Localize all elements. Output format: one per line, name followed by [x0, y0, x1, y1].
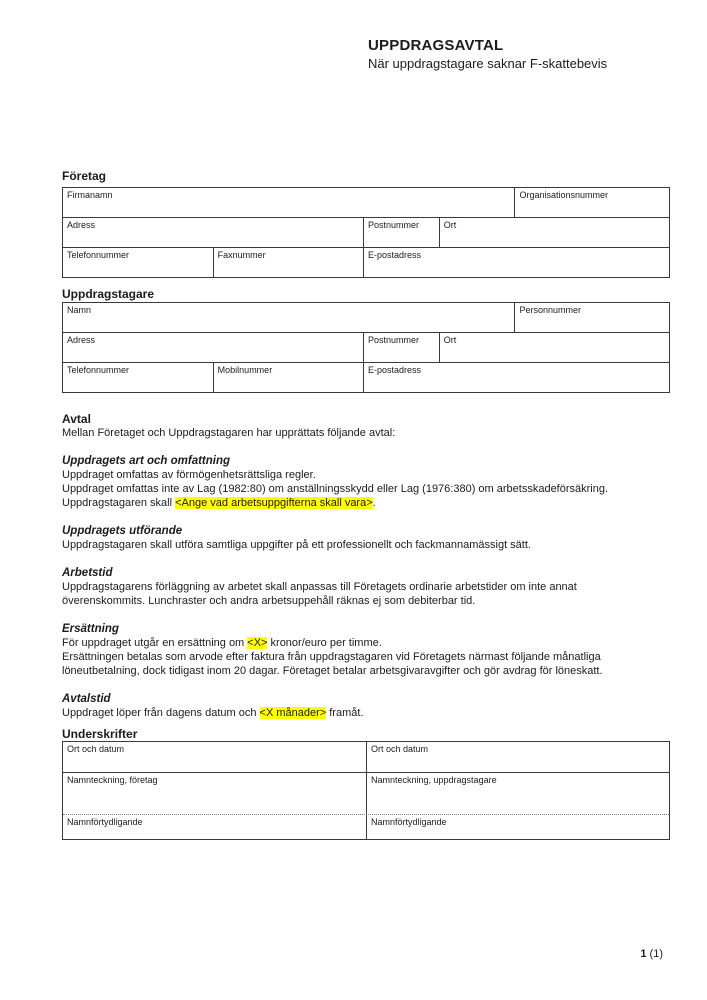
- text-pre: För uppdraget utgår en ersättning om: [62, 637, 248, 649]
- text-pre: Uppdragstagaren skall: [62, 497, 176, 509]
- adress-label: Adress: [67, 220, 96, 230]
- agreement-intro: Mellan Företaget och Uppdragstagaren har upprättats följande avtal:: [62, 427, 396, 439]
- table-row: [63, 772, 669, 814]
- organisationsnummer-field[interactable]: [514, 188, 669, 217]
- placeholder-highlight[interactable]: <X månader>: [259, 707, 327, 719]
- section-text-line: Uppdragstagarens förläggning av arbetet skall anpassas till Företagets ordinarie arbetstider om inte annat: [62, 581, 577, 593]
- text-post: framåt.: [326, 707, 364, 719]
- section-title: Ersättning: [62, 623, 119, 635]
- faxnummer-label: Faxnummer: [217, 250, 266, 260]
- mobilnummer-label: Mobilnummer: [217, 365, 273, 375]
- table-row: [63, 188, 669, 217]
- document-subtitle: När uppdragstagare saknar F-skattebevis: [368, 56, 608, 71]
- contractor-ort-field[interactable]: [439, 333, 669, 362]
- company-ort-field[interactable]: [439, 218, 669, 247]
- adress-label: Adress: [67, 335, 96, 345]
- namn-field[interactable]: [63, 303, 514, 332]
- mobilnummer-field[interactable]: [213, 363, 363, 392]
- telefonnummer-label: Telefonnummer: [67, 250, 130, 260]
- faxnummer-field[interactable]: [213, 248, 363, 277]
- table-row: [63, 247, 669, 277]
- section-text-line: [62, 496, 670, 510]
- table-row: [63, 362, 669, 392]
- personnummer-label: Personnummer: [519, 305, 581, 315]
- table-row: [63, 332, 669, 362]
- contractor-ort-datum-field[interactable]: [366, 742, 669, 772]
- company-namnfortydligande-field[interactable]: [63, 815, 366, 839]
- text-post: .: [372, 497, 376, 509]
- contractor-adress-field[interactable]: [63, 333, 363, 362]
- agreement-heading: Avtal: [62, 412, 91, 426]
- section-text-line: [62, 636, 670, 650]
- section-title: Avtalstid: [62, 693, 111, 705]
- placeholder-highlight[interactable]: <Ange vad arbetsuppgifterna skall vara>: [175, 497, 373, 509]
- page-number: [640, 948, 663, 960]
- namnteckning-foretag-label: Namnteckning, företag: [67, 775, 158, 785]
- section-text-line: [62, 706, 670, 720]
- section-text-line: Uppdraget omfattas av förmögenhetsrättsliga regler.: [62, 469, 316, 481]
- section-ersattning: [62, 622, 670, 678]
- table-row: [63, 217, 669, 247]
- section-uppdragets-utforande: [62, 524, 670, 552]
- ort-och-datum-label: Ort och datum: [67, 744, 125, 754]
- section-text-line: Uppdragstagaren skall utföra samtliga uppgifter på ett professionellt och fackmannamässigt sätt.: [62, 539, 531, 551]
- section-uppdragets-art: [62, 454, 670, 510]
- section-title: Uppdragets utförande: [62, 525, 183, 537]
- company-table: [62, 187, 670, 278]
- document-title-block: [368, 36, 607, 72]
- document-content: [62, 170, 670, 840]
- contractor-postnummer-field[interactable]: [363, 333, 439, 362]
- telefonnummer-label: Telefonnummer: [67, 365, 130, 375]
- section-text-line: löneutbetalning, dock tidigast inom 20 dagar. Företaget betalar arbetsgivaravgifter och gör avdrag för löneskatt.: [62, 665, 603, 677]
- firmanamn-field[interactable]: [63, 188, 514, 217]
- company-telefonnummer-field[interactable]: [63, 248, 213, 277]
- epostadress-label: E-postadress: [367, 250, 421, 260]
- company-epostadress-field[interactable]: [363, 248, 669, 277]
- contractor-heading: Uppdragstagare: [62, 287, 155, 301]
- contractor-namnteckning-field[interactable]: [366, 773, 669, 814]
- section-avtalstid: [62, 692, 670, 720]
- contractor-table: [62, 302, 670, 393]
- section-text-line: Uppdraget omfattas inte av Lag (1982:80) om anställningsskydd eller Lag (1976:380) om arbetsskadeförsäkring.: [62, 483, 609, 495]
- organisationsnummer-label: Organisationsnummer: [519, 190, 609, 200]
- personnummer-field[interactable]: [514, 303, 669, 332]
- table-row: [63, 742, 669, 772]
- section-title: Arbetstid: [62, 567, 113, 579]
- company-heading: Företag: [62, 169, 107, 183]
- table-row: [63, 814, 669, 839]
- section-text-line: Ersättningen betalas som arvode efter faktura från uppdragstagaren vid Företagets närmast följande månatliga: [62, 651, 601, 663]
- company-ort-datum-field[interactable]: [63, 742, 366, 772]
- section-arbetstid: [62, 566, 670, 608]
- signatures-heading: Underskrifter: [62, 727, 138, 741]
- table-row: [63, 303, 669, 332]
- namnfortydligande-label: Namnförtydligande: [67, 817, 143, 827]
- section-title: Uppdragets art och omfattning: [62, 455, 231, 467]
- text-post: kronor/euro per timme.: [267, 637, 382, 649]
- placeholder-highlight[interactable]: <X>: [247, 637, 268, 649]
- namnteckning-uppdragstagare-label: Namnteckning, uppdragstagare: [371, 775, 497, 785]
- company-adress-field[interactable]: [63, 218, 363, 247]
- company-postnummer-field[interactable]: [363, 218, 439, 247]
- contractor-telefonnummer-field[interactable]: [63, 363, 213, 392]
- signatures-table: [62, 741, 670, 840]
- page-number-current: 1: [640, 948, 647, 960]
- contractor-namnfortydligande-field[interactable]: [366, 815, 669, 839]
- namnfortydligande-label: Namnförtydligande: [371, 817, 447, 827]
- page-number-total: (1): [649, 948, 663, 960]
- postnummer-label: Postnummer: [367, 220, 419, 230]
- postnummer-label: Postnummer: [367, 335, 419, 345]
- ort-och-datum-label: Ort och datum: [371, 744, 429, 754]
- ort-label: Ort: [443, 220, 457, 230]
- document-title: UPPDRAGSAVTAL: [368, 37, 504, 54]
- firmanamn-label: Firmanamn: [67, 190, 113, 200]
- company-namnteckning-field[interactable]: [63, 773, 366, 814]
- namn-label: Namn: [67, 305, 92, 315]
- contractor-epostadress-field[interactable]: [363, 363, 669, 392]
- text-pre: Uppdraget löper från dagens datum och: [62, 707, 260, 719]
- section-text-line: överenskommits. Lunchraster och andra arbetsuppehåll räknas ej som debiterbar tid.: [62, 595, 476, 607]
- ort-label: Ort: [443, 335, 457, 345]
- epostadress-label: E-postadress: [367, 365, 421, 375]
